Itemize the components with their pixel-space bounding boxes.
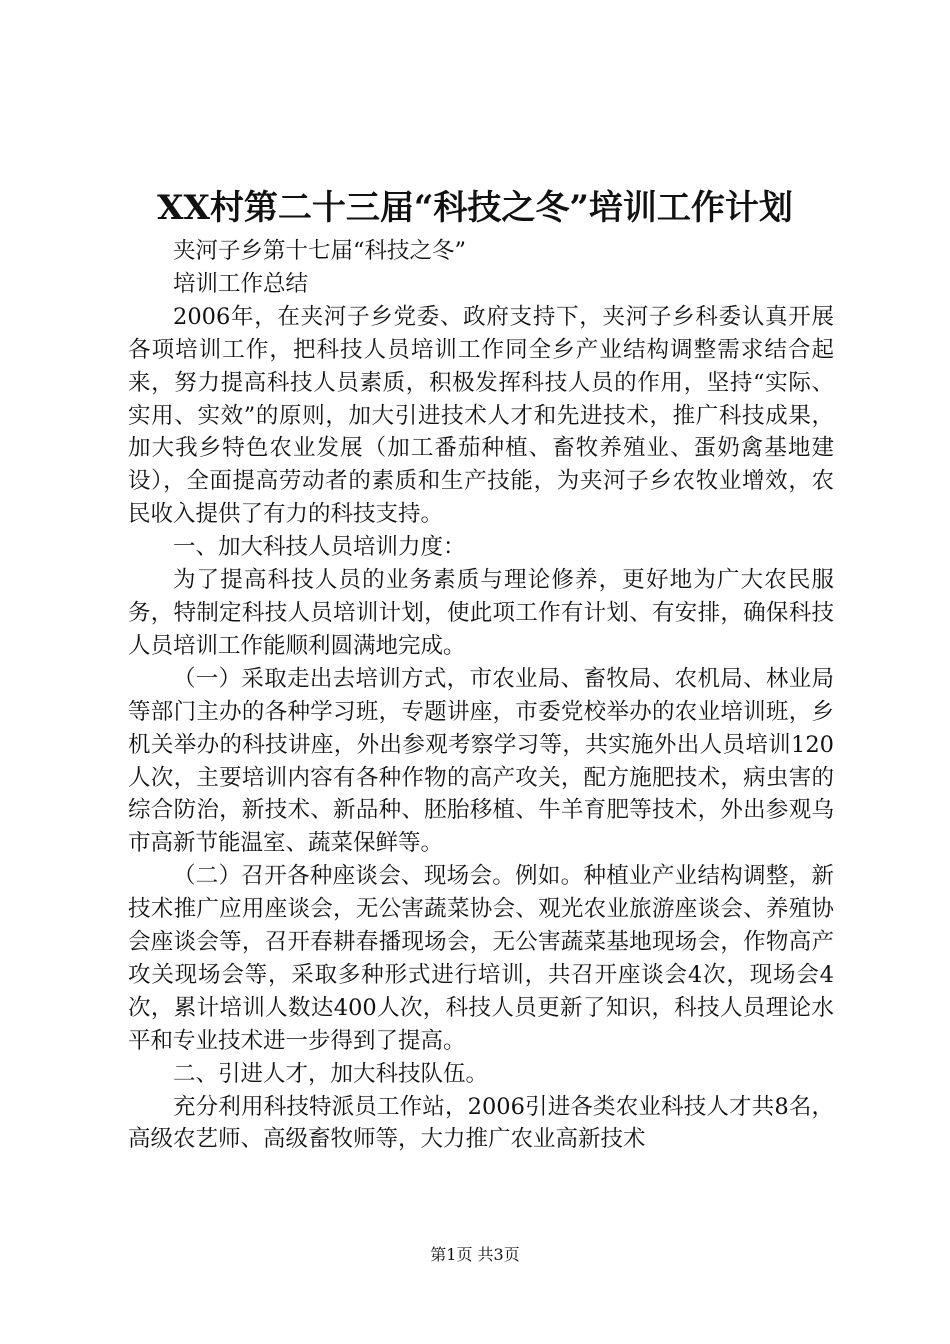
section-heading-1: 一、加大科技人员培训力度： (173, 534, 466, 561)
paragraph-item-1: （一）采取走出去培训方式，市农业局、畜牧局、农机局、林业局等部门主办的各种学习班，专题讲座，市委党校举办的农业培训班，乡机关举办的科技讲座，外出参观考察学习等，共实施外出人员培训120人次，主要培训内容有各种作物的高产攻关，配方施肥技术，病虫害的综合防治，新技术、新品种、胚胎移植、牛羊育肥等技术，外出参观乌市高新节能温室、蔬菜保鲜等。 (128, 665, 834, 857)
section-heading-2: 二、引进人才，加大科技队伍。 (173, 1060, 489, 1087)
paragraph-section-1: 为了提高科技人员的业务素质与理论修养，更好地为广大农民服务，特制定科技人员培训计划，使此项工作有计划、有安排，确保科技人员培训工作能顺利圆满地完成。 (128, 567, 834, 659)
page-footer: 第1页 共3页 (430, 1245, 520, 1264)
document-title: XX村第二十三届“科技之冬”培训工作计划 (157, 188, 793, 228)
paragraph-section-2: 充分利用科技特派员工作站，2006引进各类农业科技人才共8名，高级农艺师、高级畜牧师等，大力推广农业高新技术 (128, 1093, 834, 1153)
paragraph-item-2: （二）召开各种座谈会、现场会。例如。种植业产业结构调整，新技术推广应用座谈会，无公害蔬菜协会、观光农业旅游座谈会、养殖协会座谈会等，召开春耕春播现场会，无公害蔬菜基地现场会，作物高产攻关现场会等，采取多种形式进行培训，共召开座谈会4次，现场会4次，累计培训人数达400人次，科技人员更新了知识，科技人员理论水平和专业技术进一步得到了提高。 (128, 863, 834, 1054)
paragraph-subtitle-2: 培训工作总结 (173, 270, 309, 297)
paragraph-subtitle-1: 夹河子乡第十七届“科技之冬” (173, 238, 467, 264)
paragraph-intro: 2006年，在夹河子乡党委、政府支持下，夹河子乡科委认真开展各项培训工作，把科技人员培训工作同全乡产业结构调整需求结合起来，努力提高科技人员素质，积极发挥科技人员的作用，坚持“实际、实用、实效”的原则，加大引进技术人才和先进技术，推广科技成果，加大我乡特色农业发展（加工番茄种植、畜牧养殖业、蛋奶禽基地建设），全面提高劳动者的素质和生产技能，为夹河子乡农牧业增效，农民收入提供了有力的科技支持。 (128, 303, 834, 528)
document-body (128, 235, 834, 1156)
